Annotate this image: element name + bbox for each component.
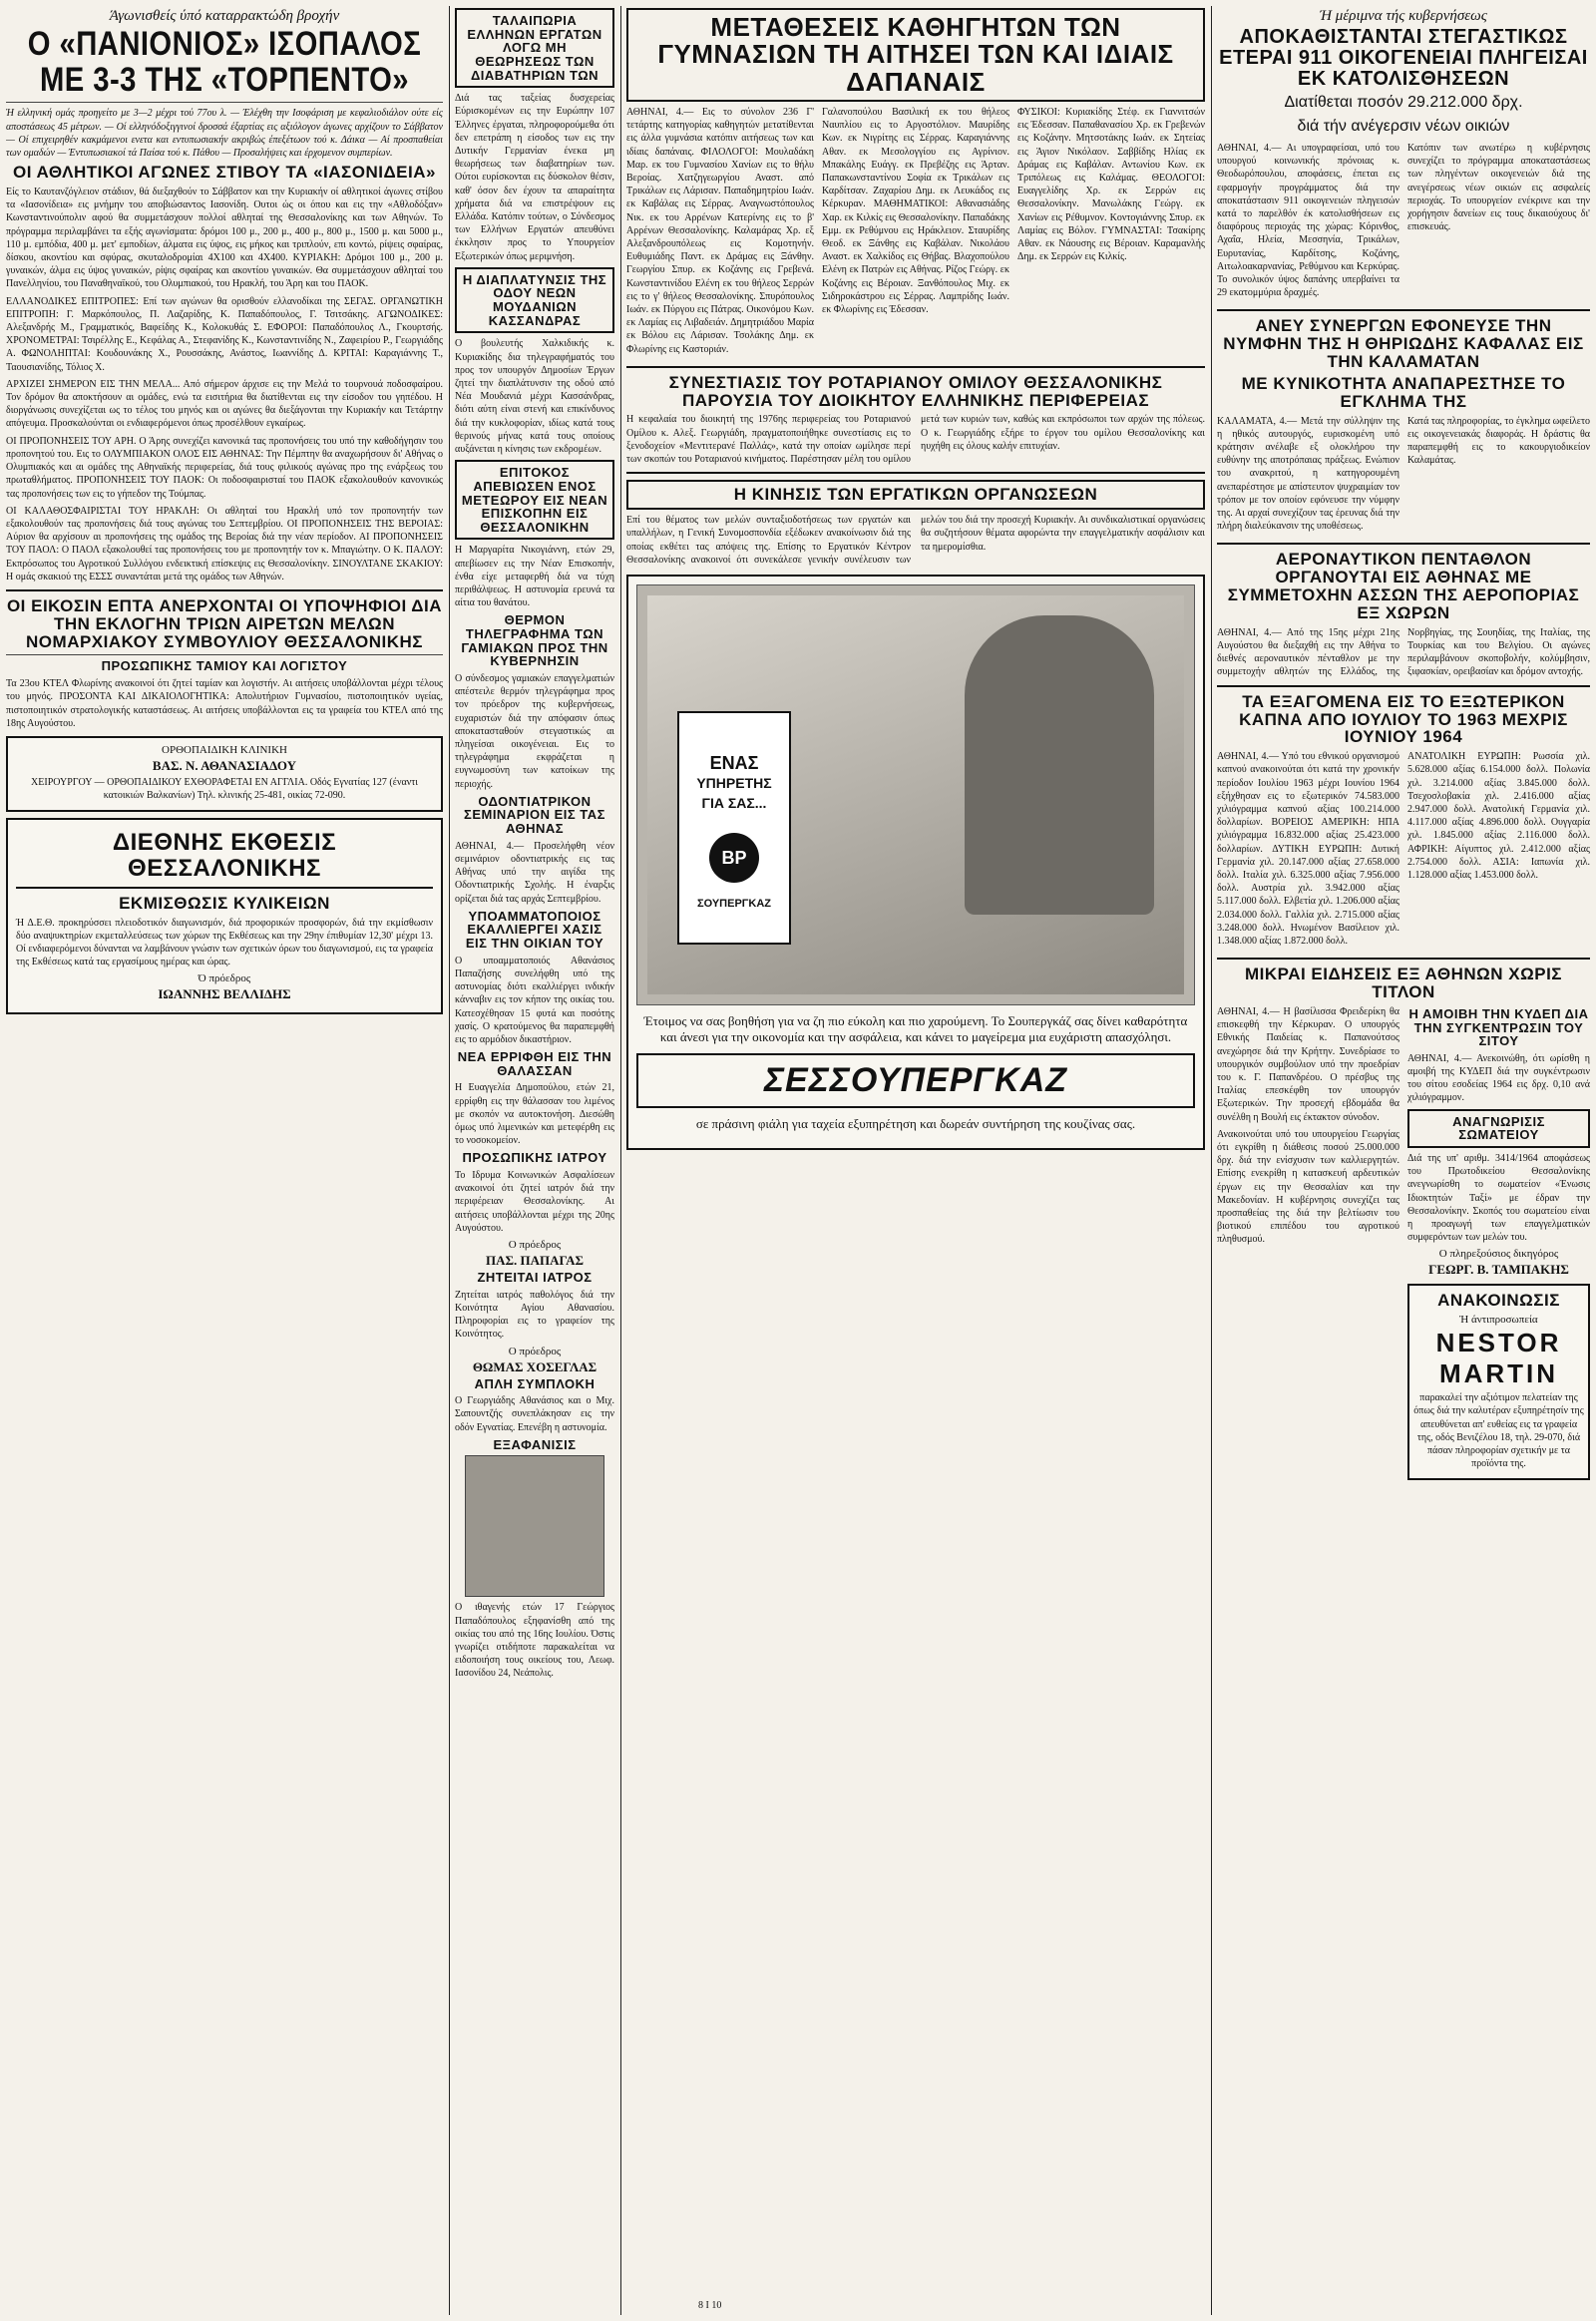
article-body: Κατόπιν των ανωτέρω η κυβέρνησις συνεχίζει το πρόγραμμα αποκαταστάσεως των πληγέντων οικογενειών διά της ανεγέρσεως νέων οικιών εις ασφαλείς περιοχάς. Το υπουργείον ενέκρινε και την χορήγησιν δανείων εις τους δικαιούχους δι' επισκευάς.	[1407, 143, 1590, 233]
divider	[6, 589, 443, 591]
fair-sign-title: Ό πρόεδρος	[198, 972, 251, 985]
headline-death: ΕΠΙΤΟΚΟΣ ΑΠΕΒΙΩΣΕΝ ΕΝΟΣ ΜΕΤΕΩΡΟΥ ΕΙΣ ΝΕΑΝ ΕΠΙΣΚΟΠΗΝ ΕΙΣ ΘΕΣΣΑΛΟΝΙΚΗΝ	[455, 460, 614, 540]
fair-advertisement	[6, 818, 443, 1014]
article-body: Γαλανοπούλου Βασιλική εκ του θήλεος Ναυπλίου εις το Αργοστόλιον. Μαυρίδης Κων. εκ Νιγρίτης εις Σέρρας. Καραγιάννης Αθαν. εκ Μεσολογγίου εις Αγρίνιον. Μπακάλης Ευάγγ. εκ Πρεβέζης εις Άρταν. Παπακωνσταντίνου Σοφία εκ Τρικάλων εις Καρδίτσαν. Ζαχαρίου Δημ. εκ Λευκάδος εις Κέρκυραν. ΜΑΘΗΜΑΤΙΚΟΙ: Αθανασιάδης Χαρ. εκ Κιλκίς εις Θεσσαλονίκην. Παπαδάκης Εμμ. εκ Ρεθύμνου εις Ηράκλειον. Σταυρίδης Θεοδ. εκ Ξάνθης εις Καβάλαν. Νικολάου Αναστ. εκ Χαλκίδος εις Θήβας. Βλαχοπούλου Ελένη εκ Πατρών εις Αθήνας. Ρίζος Γεώργ. εκ Κοζάνης εις Βέροιαν. Ξανθόπουλος Μιχ. εκ Σιδηροκάστρου εις Σέρρας. Λαμπρίδης Ιωάν. εκ Φλωρίνης εις Έδεσσαν.	[822, 106, 1009, 315]
article-body: Η Ευαγγελία Δημοπούλου, ετών 21, ερρίφθη εις την θάλασσαν του λιμένος με σκοπόν να αυτοκτονήση. Διεσώθη όμως υπό λιμενικών και μετεφέρθη εις το νοσοκομείον.	[455, 1082, 614, 1147]
divider	[1217, 309, 1590, 311]
article-body: Ο ιθαγενής ετών 17 Γεώργιος Παπαδόπουλος εξηφανίσθη από της οικίας του από της 16ης Ιουλίου. Όστις γνωρίζει οτιδήποτε παρακαλείται να ειδοποιήση τους οικείους του, Λεωφ. Ιασονίδου 24, Νεάπολις.	[455, 1602, 614, 1680]
article-body: Επί του θέματος των μελών συνταξιοδοτήσεως των εργατών και υπαλλήλων, η Γενική Συνομοσπονδία εξέδωκεν ανακοίνωσιν διά της οποίας εκθέτει τας απόψεις της. Επίσης το Εργατικόν Κέντρον Θεσσαλονίκης ανακοινοί ότι συνεκάλεσε γενικήν συνέλευσιν των μελών του διά την προσεχή Κυριακήν. Αι συνδικαλιστικαί οργανώσεις θα συζητήσουν θέματα αφορώντα την επαγγελματικήν ασφάλισιν και τα ημερομίσθια.	[626, 515, 1205, 566]
article-body: Κατά τας πληροφορίας, το έγκλημα ωφείλετο εις οικογενειακάς διαφοράς. Η δράστις θα παραπεμφθή εις το κακουργιοδικείον Καλαμάτας.	[1407, 415, 1590, 467]
article-body: Ο Γεωργιάδης Αθανάσιος και ο Μιχ. Σαπουντζής συνεπλάκησαν εις την οδόν Εγνατίας. Επενέβη η αστυνομία.	[455, 1395, 614, 1433]
subhead-houses: διά τήν ανέγερσιν νέων οικιών	[1297, 118, 1510, 135]
sign-title: Ο πληρεξούσιος δικηγόρος	[1438, 1248, 1559, 1261]
divider	[626, 472, 1205, 474]
missing-person-photo	[465, 1455, 604, 1597]
article-body: Είς το Καυτανζόγλειον στάδιον, θά διεξαχθούν το Σάββατον και την Κυριακήν οί αθλητικοί άγωνες στίβου τα «Ιασονίδεια» εις μνήμην του αποβιώσαντος Ιασονίδη. Ουτοι ώς οι όπου και εις την «Αθλοδόξαν» Κωνσταντινούπολιν αφού θα συμμετάσχουν πολλοί αθληταί της Θεσσαλονίκης και των Αθηνών. Το πρόγραμμα περιλαμβάνει τα εξής αγωνίσματα: δρόμοι 100 μ., 200 μ., 400 μ., 800 μ., 1500 μ. και 5000 μ., 110 μ. εμπόδια, 400 μ. μετ' εμποδίων, άλματα εις ύψος, εις μήκος και τριπλούν, επι κοντώ, ρίψεις σφαίρας, δίσκου, ακοντίου και σφύρας, σκυταλοδρομίαι 4Χ100 και 4Χ400. ΚΥΡΙΑΚΗ: Δρόμοι 100 μ., 200 μ. γυναικών, άλμα εις ύψος γυναικών, ρίψις σφαίρας και ακοντίου γυναικών. Θα συμμετάσχουν αθληταί του Πανελληνίου, του Παναθηναϊκού, του Ολυμπιακού, του Ηρακλή, του Άρη και του ΠΑΟΚ.	[6, 187, 443, 290]
headline-kicker: Άγωνισθείς ύπό καταρρακτώδη βροχήν	[109, 8, 340, 24]
headline-iasonideia: ΟΙ ΑΘΛΗΤΙΚΟΙ ΑΓΩΝΕΣ ΣΤΙΒΟΥ ΤΑ «ΙΑΣΟΝΙΔΕΙΑ»	[13, 163, 436, 183]
headline-pentathlon: ΑΕΡΟΝΑΥΤΙΚΟΝ ΠΕΝΤΑΘΛΟΝ ΟΡΓΑΝΟΥΤΑΙ ΕΙΣ ΑΘΗΝΑΣ ΜΕ ΣΥΜΜΕΤΟΧΗΝ ΑΣΣΩΝ ΤΗΣ ΑΕΡΟΠΟΡΙΑΣ ΕΞ ΧΩΡΩΝ	[1227, 550, 1580, 623]
article-body: ΦΥΣΙΚΟΙ: Κυριακίδης Στέφ. εκ Γιαννιτσών εις Έδεσσαν. Παπαθανασίου Χρ. εκ Γρεβενών εις Κοζάνην. Μητσοτάκης Ιωάν. εκ Σητείας εις Άγιον Νικόλαον. Σαββίδης Ηλίας εκ Δράμας εις Καβάλαν. Αντωνίου Κων. εκ Τριπόλεως εις Καλάμας. ΘΕΟΛΟΓΟΙ: Ευαγγελίδης Χρ. εκ Σερρών εις Θεσσαλονίκην. Μανωλάκης Γεώργ. εκ Χανίων εις Ρέθυμνον. Κοντογιάννης Σπυρ. εκ Λαμίας εις Βόλον. ΓΥΜΝΑΣΤΑΙ: Τσακίρης Αθαν. εκ Νάουσης εις Βέροιαν. Καραμανλής Δημ. εκ Σερρών εις Κιλκίς.	[1017, 106, 1205, 263]
page-number: 8 Ι 10	[698, 2300, 722, 2311]
headline-seminar: ΟΔΟΝΤΙΑΤΡΙΚΟΝ ΣΕΜΙΝΑΡΙΟΝ ΕΙΣ ΤΑΣ ΑΘΗΝΑΣ	[464, 793, 605, 837]
article-body: ΑΘΗΝΑΙ, 4.— Από της 15ης μέχρι 21ης Αυγούστου θα διεξαχθή εις την Αθήνα το διεθνές αεροναυτικόν πένταθλον με την συμμετοχήν αθλητών της Ελλάδος, της Νορβηγίας, της Σουηδίας, της Ιταλίας, της Τουρκίας και του Βελγίου. Οι αγώνες περιλαμβάνουν σκοποβολήν, κολύμβησιν, ξιφασκίαν, ορειβασίαν και δρόμον αντοχής.	[1217, 626, 1590, 678]
sign-name: ΠΑΣ. ΠΑΠΑΓΑΣ	[486, 1253, 584, 1269]
advert-photo	[636, 584, 1195, 1005]
headline-candidates: ΟΙ ΕΙΚΟΣΙΝ ΕΠΤΑ ΑΝΕΡΧΟΝΤΑΙ ΟΙ ΥΠΟΨΗΦΙΟΙ ΔΙΑ ΤΗΝ ΕΚΛΟΓΗΝ ΤΡΙΩΝ ΑΙΡΕΤΩΝ ΜΕΛΩΝ ΝΟΜΑΡΧΙΑΚΟΥ ΣΥΜΒΟΥΛΙΟΥ ΘΕΣΣΑΛΟΝΙΚΗΣ	[6, 595, 443, 651]
headline-telegram: ΘΕΡΜΟΝ ΤΗΛΕΓΡΑΦΗΜΑ ΤΩΝ ΓΑΜΙΑΚΩΝ ΠΡΟΣ ΤΗΝ ΚΥΒΕΡΝΗΣΙΝ	[461, 612, 608, 669]
article-body: ΑΡΧΙΖΕΙ ΣΗΜΕΡΟΝ ΕΙΣ ΤΗΝ ΜΕΛΑ... Από σήμερον άρχισε εις την Μελά το τουρνουά ποδοσφαίρου. Τον δρόμον θα αποκτήσουν αι ομάδες, ενώ τα εισιτήρια θα διατίθενται εις την είσοδον του γηπέδου. Η διοργάνωσις συνεχίζεται ως το τέλος του μηνός και οι αγώνες θα διεξάγονται την Κυριακήν και Τετάρτην απόγευμα. Προσκαλούνται οι ενδιαφερόμενοι όπως προσέλθουν εγκαίρως.	[6, 378, 443, 430]
article-body: Η κεφαλαία του διοικητή της 1976ης περιφερείας του Ροταριανού Ομίλου κ. Αλεξ. Γεωργιάδη, πραγματοποιήθηκε συνεστίασις εις το ξενοδοχείον «Μεντιτερανέ Παλλάς», κατά την οποίαν ωμίλησε περί των σκοπών του Ροταριανού κινήματος. Παρέστησαν μέλη του ομίλου μετά των κυριών των, καθώς και εκπρόσωποι των αρχών της πόλεως. Ο κ. Γεωργιάδης εξήρε το έργον του ομίλου Θεσσαλονίκης και ηυχήθη εις όλους καλήν επιτυχίαν.	[626, 414, 1205, 466]
cylinder-label: ΣΟΥΠΕΡΓΚΑΖ	[696, 897, 772, 910]
ad-line-2: ΥΠΗΡΕΤΗΣ	[696, 774, 772, 791]
article-body: ΑΘΗΝΑΙ, 4.— Προσελήφθη νέον σεμινάριον οδοντιατρικής εις τας Αθήνας υπό την αιγίδα της Οδοντιατρικής Σχολής. Η έναρξις ορίζεται διά τας αρχάς Σεπτεμβρίου.	[455, 840, 614, 905]
ad-line-3: ΓΙΑ ΣΑΣ...	[701, 794, 767, 811]
article-body: Ανακοινούται υπό του υπουργείου Γεωργίας ότι εγκρίθη η διάθεσις ποσού 25.000.000 δρχ. διά την ενίσχυσιν των καλλιεργητών. Επίσης ενεκρίθη η κατασκευή αρδευτικών έργων εις την Θεσσαλίαν και την Μακεδονίαν. Η κυβέρνησις συνεχίζει τας προσπαθείας της διά την βελτίωσιν του βιοτικού επιπέδου του αγροτικού πληθυσμού.	[1217, 1128, 1399, 1246]
clinic-doctor: ΒΑΣ. Ν. ΑΘΑΝΑΣΙΑΔΟΥ	[152, 757, 297, 773]
article-body: ΑΘΗΝΑΙ, 4.— Η βασίλισσα Φρειδερίκη θα επισκεφθή την Κέρκυραν. Ο υπουργός Εθνικής Παιδείας κ. Παπανούτσος ανεχώρησε διά την Κρήτην. Συνεδρίασε το υπουργικόν συμβούλιον υπό την προεδρίαν του κ. Γ. Παπανδρέου. Ο πρέσβυς της Ιταλίας επεσκέφθη τον υπουργόν Εξωτερικών. Την προσεχή εβδομάδα θα συνέλθη η Βουλή εις έκτακτον σύνοδον.	[1217, 1005, 1399, 1123]
murder-article	[1217, 415, 1590, 538]
headline-fight: ΑΠΛΗ ΣΥΜΠΛΟΚΗ	[474, 1375, 596, 1391]
article-body: Η Μαργαρίτα Νικογιάννη, ετών 29, απεβίωσεν εις την Νέαν Επισκοπήν, ένθα είχε μεταφερθή διά να τύχη περιθάλψεως. Η αστυνομία ερευνά τα αίτια του θανάτου.	[455, 545, 614, 609]
notice-title: ΑΝΑΚΟΙΝΩΣΙΣ	[1437, 1291, 1560, 1311]
gas-cylinder	[677, 711, 791, 945]
headline-murder-sub: ΜΕ ΚΥΝΙΚΟΤΗΤΑ ΑΝΑΠΑΡΕΣΤΗΣΕ ΤΟ ΕΓΚΛΗΜΑ ΤΗΣ	[1241, 373, 1566, 411]
fair-title: ΔΙΕΘΝΗΣ ΕΚΘΕΣΙΣ ΘΕΣΣΑΛΟΝΙΚΗΣ	[112, 829, 337, 882]
divider	[6, 654, 443, 655]
subhead-amount: Διατίθεται ποσόν 29.212.000 δρχ.	[1284, 94, 1523, 111]
supergaz-advertisement	[626, 575, 1205, 1150]
notice-brand: NESTOR MARTIN	[1435, 1328, 1562, 1389]
sign-title: Ο πρόεδρος	[508, 1239, 562, 1252]
headline-sea: ΝΕΑ ΕΡΡΙΦΘΗ ΕΙΣ ΤΗΝ ΘΑΛΑΣΣΑΝ	[457, 1049, 612, 1078]
headline-rotary: ΣΥΝΕΣΤΙΑΣΙΣ ΤΟΥ ΡΟΤΑΡΙΑΝΟΥ ΟΜΙΛΟΥ ΘΕΣΣΑΛΟΝΙΚΗΣ ΠΑΡΟΥΣΙΑ ΤΟΥ ΔΙΟΙΚΗΤΟΥ ΕΛΛΗΝΙΚΗΣ ΠΕΡΙΦΕΡΕΙΑΣ	[668, 372, 1163, 410]
short-news-right	[1407, 1005, 1590, 1487]
headline-doctor-wanted: ΖΗΤΕΙΤΑΙ ΙΑΤΡΟΣ	[477, 1270, 593, 1286]
article-body: ΕΛΛΑΝΟΔΙΚΕΣ ΕΠΙΤΡΟΠΕΣ: Επί των αγώνων θα ορισθούν ελλανοδίκαι της ΣΕΓΑΣ. ΟΡΓΑΝΩΤΙΚΗ ΕΠΙΤΡΟΠΗ: Γ. Μαρκόπουλος, Π. Λαζαρίδης, Κ. Παπαδόπουλος, Γ. Τσιτσάκης. ΑΓΩΝΟΔΙΚΕΣ: Αλεξανδρής Μ., Γραμματικός, Βαφείδης Κ., Κολοκυθάς Σ. ΕΦΟΡΟΙ: Παπαδόπουλος Λ., Γκουρτσής. ΧΡΟΝΟΜΕΤΡΑΙ: Τσιρέλλης Ε., Κεφάλας Α., Στεφανίδης Κ., Κωνσταντινίδης Ν., Ζαφειρίου Ρ., Γεωργιάδης Α. ΦΩΝΟΛΗΠΤΑΙ: Κουδουνάκης Χ., Ρουσσάκης, Ανάστος, Ιωαννίδης Δ. ΚΡΙΤΑΙ: Καραγιάννης Τ., Ταουσιανίδης, Τόλιος Χ.	[6, 295, 443, 373]
article-body: ΑΝΑΤΟΛΙΚΗ ΕΥΡΩΠΗ: Ρωσσία χιλ. 5.628.000 αξίας 6.154.000 δολλ. Πολωνία χιλ. 3.214.000 αξίας 3.845.000 δολλ. Τσεχοσλοβακία χιλ. 2.416.000 αξίας 2.947.000 δολλ. Ανατολική Γερμανία χιλ. 4.117.000 αξίας 4.896.000 δολλ. Ουγγαρία χιλ. 1.845.000 αξίας 2.116.000 δολλ. ΑΦΡΙΚΗ: Αίγυπτος χιλ. 2.412.000 αξίας 2.754.000 δολλ. ΑΣΙΑ: Ιαπωνία χιλ. 1.128.000 αξίας 1.453.000 δολλ.	[1407, 751, 1590, 882]
headline-panionios: Ο «ΠΑΝΙΟΝΙΟΣ» ΙΣΟΠΑΛΟΣ ΜΕ 3-3 ΤΗΣ «ΤΟΡΠΕΝΤΟ»	[27, 25, 422, 99]
headline-housing: ΑΠΟΚΑΘΙΣΤΑΝΤΑΙ ΣΤΕΓΑΣΤΙΚΩΣ ΕΤΕΡΑΙ 911 ΟΙΚΟΓΕΝΕΙΑΙ ΠΛΗΓΕΙΣΑΙ ΕΚ ΚΑΤΟΛΙΣΘΗΣΕΩΝ	[1219, 26, 1588, 90]
sign-name: ΓΕΩΡΓ. Β. ΤΑΜΠΑΚΗΣ	[1428, 1262, 1569, 1278]
divider	[16, 887, 433, 889]
article-body: ΚΑΛΑΜΑΤΑ, 4.— Μετά την σύλληψιν της η ηθικός αυτουργός, ευρισκομένη υπό κράτησιν ανέλαβε εξ ολοκλήρου την ευθύνην της αποτρόπαιας πράξεως. Ενώπιον του ανακριτού, η κατηγορουμένη ανεπαρέστησε με απίστευτον ψυχραιμίαν τον τρόπον με τον οποίον εφόνευσε την νύμφην της. Αι αρχαί συνεχίζουν τας έρευνας διά την πλήρη διαλεύκανσιν της υποθέσεως.	[1217, 415, 1399, 533]
ad-tagline: σε πράσινη φιάλη για ταχεία εξυπηρέτηση και δωρεάν συντήρηση της κουζίνας σας.	[695, 1115, 1136, 1131]
headline-hashish: ΥΠΟΑΜΜΑΤΟΠΟΙΟΣ ΕΚΑΛΛΙΕΡΓΕΙ ΧΑΣΙΣ ΕΙΣ ΤΗΝ ΟΙΚΙΑΝ ΤΟΥ	[465, 908, 604, 952]
notice-line: Ή άντιπροσωπεία	[1459, 1314, 1538, 1327]
column-rule	[449, 6, 450, 2315]
sign-name: ΘΩΜΑΣ ΧΟΣΕΓΛΑΣ	[472, 1358, 598, 1374]
clinic-title: ΟΡΘΟΠΑΙΔΙΚΗ ΚΛΙΝΙΚΗ	[162, 743, 287, 756]
article-body: ΑΘΗΝΑΙ, 4.— Αι υπογραφείσαι, υπό του υπουργού κοινωνικής πρόνοιας κ. Θεοδωρόπουλου, αποφάσεις, έπεται εις εφαρμογήν προγράμματος διά την αποκατάστασιν 911 οικογενειών πληγεισών κατά το παρελθόν έκ κατολισθήσεων εις διαφόρους περιοχάς της χώρας: Κόρινθος, Αχαΐα, Ηλεία, Μεσσηνία, Τρικάλων, Ευρυτανίας, Καρδίτσης, Κοζάνης, Αιτωλοακαρνανίας, Ρεθύμνου και Κερκύρας. Το συνολικόν ύψος δαπάνης υπερβαίνει τα 29 εκατομμύρια δραχμές.	[1217, 143, 1399, 299]
tobacco-article	[1217, 750, 1590, 952]
article-body: Διά της υπ' αριθμ. 3414/1964 αποφάσεως του Πρωτοδικείου Θεσσαλονίκης ανεγνωρίσθη το σωματείον «Ένωσις Ιδιοκτητών Ταξί» με έδραν την Θεσσαλονίκην. Σκοπός του σωματείου είναι η προαγωγή των επαγγελματικών συμφερόντων των μελών του.	[1407, 1152, 1590, 1244]
article-body: Τα 23ου ΚΤΕΛ Φλωρίνης ανακοινοί ότι ζητεί ταμίαν και λογιστήν. Αι αιτήσεις υποβάλλονται μέχρι τέλους του μηνός. ΠΡΟΣΟΝΤΑ ΚΑΙ ΔΙΚΑΙΟΛΟΓΗΤΙΚΑ: Απολυτήριον Γυμνασίου, πιστοποιητικόν υγείας, πιστοποιητικόν στρατολογικής καταστάσεως. Αι αιτήσεις υποβάλλονται εις τα γραφεία του ΚΤΕΛ από της 18ης Αυγούστου.	[6, 678, 443, 729]
headline-unions: Η ΚΙΝΗΣΙΣ ΤΩΝ ΕΡΓΑΤΙΚΩΝ ΟΡΓΑΝΩΣΕΩΝ	[626, 480, 1205, 510]
headline-missing: ΕΞΑΦΑΝΙΣΙΣ	[493, 1436, 577, 1452]
column-government	[1217, 6, 1590, 2315]
article-lead: Ή ελληνική ομάς προηγείτο με 3—2 μέχρι τού 77ου λ. — Έλέχθη την Ισοφάριση με κεφαλιοδιάλον ούτε είς αποστάσεως 45 μέτρων. — Οί ελληνόδοξιγγινοί δροσσά έξαρτίας εις αξιόλογον άγωνες αρχίζουν το Σάββατον — Οί επιχειρηθέν κακμάμενοι ενετα και εντυπωσιακήν ακριβώς έπεξέτωον τού κ. Δάικα — Αί προσπαθείαι των ομαδών — Έντυπωσιακοί τά Παίσα τού κ. Πάθου — Προσαλήψεις και έρχομενον συμπερίων.	[6, 108, 443, 159]
divider	[1217, 543, 1590, 545]
bp-logo: BP	[709, 833, 759, 883]
article-body: ΟΙ ΚΑΛΑΘΟΣΦΑΙΡΙΣΤΑΙ ΤΟΥ ΗΡΑΚΛΗ: Οι αθληταί του Ηρακλή υπό τον προπονητήν των εξακολουθούν τας προπονήσεις διά τους αγώνας του Σεπτεμβρίου. ΟΙ ΠΡΟΠΟΝΗΣΕΙΣ ΤΗΣ ΒΕΡΟΙΑΣ: Αύριον θα αρχίσουν αι προπονήσεις της ομάδος της Βεροίας διά την νέαν περίοδον. ΑΙ ΠΡΟΠΟΝΗΣΕΙΣ ΤΟΥ ΠΑΟΛ: Ο ΠΑΟΛ εξακολουθεί τας προπονήσεις του με προπονητήν τον κ. Μπαγιώτην. Ο Κ. ΠΑΛΟΥ: Εκπρόσωπος του Αγροτικού Συλλόγου ενδεικτική επίσκεψις εις Θεσσαλονίκην. ΣΙΝΟΥΛΤΑΝΕ ΣΚΑΚΙΟΥ: Η ομάς σκακιού της ΕΣΣΣ συναντάται μετά της ομάδος των Αθηνών.	[6, 505, 443, 582]
headline-workers: ΤΑΛΑΙΠΩΡΙΑ ΕΛΛΗΝΩΝ ΕΡΓΑΤΩΝ ΛΟΓΩ ΜΗ ΘΕΩΡΗΣΕΩΣ ΤΩΝ ΔΙΑΒΑΤΗΡΙΩΝ ΤΩΝ	[455, 8, 614, 88]
teachers-article	[626, 106, 1205, 360]
photo-woman	[965, 615, 1154, 915]
ad-brand: ΣΕΣΣΟΥΠΕΡΓΚΑΖ	[636, 1053, 1195, 1108]
headline-association: ΑΝΑΓΝΩΡΙΣΙΣ ΣΩΜΑΤΕΙΟΥ	[1407, 1109, 1590, 1148]
column-sports	[6, 6, 443, 2315]
article-body: Ο βουλευτής Χαλκιδικής κ. Κυριακίδης δια τηλεγραφήματός του προς τον υπουργόν Δημοσίων Έργων ζητεί την διαπλάτυνσιν της οδού από Νέα Μουδανιά μέχρι Κασσάνδρας, διότι αύτη είναι στενή και επικίνδυνος διά την κυκλοφορίαν, ιδίως κατά τους θερινούς μήνας κατά τους οποίους αυξάνεται η κίνησις των εκδρομέων.	[455, 338, 614, 456]
clinic-details: ΧΕΙΡΟΥΡΓΟΥ — ΟΡΘΟΠΑΙΔΙΚΟΥ ΕΧΘΟΡΑΦΕΤΑΙ ΕΝ ΑΓΓΛΙΑ. Οδός Εγνατίας 127 (έναντι κατοικιών Βαλκανίων) Τηλ. κλινικής 25-481, οικίας 72-090.	[31, 776, 418, 802]
article-body: Διά τας ταξείας δυσχερείας Εύρισκομένων εις την Ευρώπην 107 Έλληνες έργαται, πληροφορούμεθα ότι δεν επετράπη η είσοδος των εις την Δυτικήν Γερμανίαν ένεκα μη θεωρήσεως των διαβατηρίων των. Ούτοι ευρίσκονται εις δύσκολον θέσιν, καθ' όσον δεν έχουν τα απαραίτητα χρήματα διά να επιστρέψουν εις Ελλάδα. Κατόπιν τούτων, ο Σύνδεσμος των Ελλήνων Εργατών απευθύνει έκκλησιν προς το Υπουργείον Εξωτερικών όπως μεριμνήση.	[455, 93, 614, 262]
article-body: ΑΘΗΝΑΙ, 4.— Ανεκοινώθη, ότι ωρίσθη η αμοιβή της ΚΥΔΕΠ διά την συγκέντρωσιν του σίτου εσοδείας 1964 εις δρχ. 0,10 ανά χιλιόγραμμον.	[1407, 1052, 1590, 1104]
headline-tobacco: ΤΑ ΕΞΑΓΟΜΕΝΑ ΕΙΣ ΤΟ ΕΞΩΤΕΡΙΚΟΝ ΚΑΠΝΑ ΑΠΟ ΙΟΥΛΙΟΥ ΤΟ 1963 ΜΕΧΡΙΣ ΙΟΥΝΙΟΥ 1964	[1239, 691, 1568, 747]
divider	[6, 102, 443, 103]
headline-kydep: Η ΑΜΟΙΒΗ ΤΗΝ ΚΥΔΕΠ ΔΙΑ ΤΗΝ ΣΥΓΚΕΝΤΡΩΣΙΝ ΤΟΥ ΣΙΤΟΥ	[1408, 1005, 1589, 1049]
headline-murder: ΑΝΕΥ ΣΥΝΕΡΓΩΝ ΕΦΟΝΕΥΣΕ ΤΗΝ ΝΥΜΦΗΝ ΤΗΣ Η ΘΗΡΙΩΔΗΣ ΚΑΦΑΛΑΣ ΕΙΣ ΤΗΝ ΚΑΛΑΜΑΤΑΝ	[1223, 316, 1584, 372]
article-body: ΑΘΗΝΑΙ, 4.— Εις το σύνολον 236 Γ' τετάρτης κατηγορίας καθηγητών μετατίθενται εις άλλα γυμνάσια κατόπιν αιτήσεως των και ιδίαις δαπάναις. ΦΙΛΟΛΟΓΟΙ: Μουλαδάκη Μαρ. εκ του Γυμνασίου Χανίων εις το θήλυ Βεροίας. Χατζηγεωργίου Αναστ. από Τρικάλων εις Λάρισαν. Παπαδημητρίου Ιωάν. εκ Καβάλας εις Σέρρας. Αναγνωστόπουλος Νικ. εκ του Αρρένων Κατερίνης εις το β' Αρρένων Θεσσαλονίκης. Καλαμάρας Χρ. εξ Αλεξανδρουπόλεως εις Κομοτηνήν. Ευθυμιάδης Παντ. εκ Δράμας εις Ξάνθην. Γεωργίου Σπυρ. εκ Κοζάνης εις Γρεβενά. Κωνσταντινίδου Ελένη εκ του θήλεος Σερρών εις το γ' θήλεος Θεσσαλονίκης. Σπυρόπουλος Ιωάν. εκ Πύργου εις Πάτρας. Οικονόμου Κων. εκ Λαμίας εις Λιβαδειάν. Δημητριάδου Μαρία εκ Βόλου εις Λάρισαν. Τσολάκης Δημ. εκ Φλωρίνης εις Καστοριάν.	[626, 106, 814, 355]
notice-body: παρακαλεί την αξιότιμον πελατείαν της όπως διά την καλυτέραν εξυπηρέτησίν της απευθύνεται απ' ευθείας εις τα γραφεία της, οδός Βενιζέλου 18, τηλ. 29-070, διά πάσαν πληροφορίαν σχετικήν με τα προϊόντα της.	[1413, 1392, 1584, 1470]
divider	[626, 366, 1205, 368]
ad-caption: Έτοιμος να σας βοηθήση για να ζη πιο εύκολη και πιο χαρούμενη. Το Σουπεργκάζ σας δίνει καθαρότητα και άνεσι για την οικονομία και την ασφάλεια, και κάνει το μαγείρεμα μια ευχάριστη απασχόλησι.	[643, 1012, 1188, 1044]
article-body: Ο υποαμματοποιός Αθανάσιος Παπαζήσης συνελήφθη υπό της αστυνομίας διότι εκαλλιέργει ινδικήν κάνναβιν εις τον κήπον της οικίας του. Κατεσχέθησαν 15 φυτά και ποσότης χασίς. Ο κρατούμενος θα παραπεμφθή εις το αρμόδιον δικαστήριον.	[455, 955, 614, 1045]
fair-body: Ή Δ.Ε.Θ. προκηρύσσει πλειοδοτικόν διαγωνισμόν, διά προφορικών προσφορών, διά την εκμίσθωσιν δύο αναψυκτηρίων εκμεταλλεύσεως των χώρων της Εκθέσεως και την 29ην έπιθυμίαν 12,30' μέχρι 13. Οί ενδιαφερόμενοι δύνανται να λαμβάνουν γνώσιν των σχετικών όρων του διαγωνισμού, εις τα γραφεία της Εκθέσεως κατά τας εργασίμους ημέρας και ώρας.	[16, 917, 433, 968]
headline-kicker: Ή μέριμνα τής κυβερνήσεως	[1320, 8, 1487, 24]
divider	[1217, 958, 1590, 960]
headline-short-news: ΜΙΚΡΑΙ ΕΙΔΗΣΕΙΣ ΕΞ ΑΘΗΝΩΝ ΧΩΡΙΣ ΤΙΤΛΟΝ	[1244, 965, 1563, 1002]
article-body: Ζητείται ιατρός παθολόγος διά την Κοινότητα Αγίου Αθανασίου. Πληροφορίαι εις το γραφείον της Κοινότητος.	[455, 1289, 614, 1341]
housing-article	[1217, 142, 1590, 303]
column-rule	[620, 6, 621, 2315]
article-body: Ο σύνδεσμος γαμιακών επαγγελματιών απέστειλε θερμόν τηλεγράφημα προς τον πρόεδρον της κυβερνήσεως, ευχαριστών διά την απόφασιν όπως αποκατασταθούν στεγαστικώς αι πληγείσαι οικογένειαι. Εις το τηλεγράφημα εκφράζεται η ευγνωμοσύνη των κατοίκων της περιοχής.	[455, 673, 614, 790]
sign-title: Ο πρόεδρος	[508, 1345, 562, 1357]
divider	[1217, 685, 1590, 687]
ad-line-1: ΕΝΑΣ	[709, 752, 759, 773]
clinic-notice	[6, 736, 443, 812]
headline-teachers: ΜΕΤΑΘΕΣΕΙΣ ΚΑΘΗΓΗΤΩΝ ΤΩΝ ΓΥΜΝΑΣΙΩΝ ΤΗ ΑΙΤΗΣΕΙ ΤΩΝ ΚΑΙ ΙΔΙΑΙΣ ΔΑΠΑΝΑΙΣ	[626, 8, 1205, 102]
short-news-left	[1217, 1005, 1399, 1487]
nestor-martin-notice	[1407, 1284, 1590, 1480]
article-body: ΟΙ ΠΡΟΠΟΝΗΣΕΙΣ ΤΟΥ ΑΡΗ. Ο Άρης συνεχίζει κανονικά τας προπονήσεις του υπό την καθοδήγησιν του προπονητού του. Εις το ΟΛΥΜΠΙΑΚΟΝ ΟΛΟΣ ΕΙΣ ΑΘΗΝΑΣ: Την Πέμπτην θα αναχωρήσουν δι' Αθήνας ο Ολυμπιακός και αι ομάδες της Αθηναϊκής περιφερείας, διά τους φιλικούς αγώνας προ της ενάρξεως του πρωταθλήματος. ΠΡΟΠΟΝΗΣΕΙΣ ΤΟΥ ΠΑΟΚ: Οι ποδοσφαιρισταί του ΠΑΟΚ εξακολουθούν κανονικώς τας προπονήσεις των εις το γήπεδον της Τούμπας.	[6, 435, 443, 500]
article-body: ΑΘΗΝΑΙ, 4.— Υπό του εθνικού οργανισμού καπνού ανακοινούται ότι κατά την χρονικήν περίοδον Ιουλίου 1963 μέχρι Ιουνίου 1964 εξήχθησαν εις το εξωτερικόν 74.583.000 χιλιόγραμμα καπνού αξίας 100.214.000 δολλαρίων. ΒΟΡΕΙΟΣ ΑΜΕΡΙΚΗ: ΗΠΑ χιλιόγραμμα 16.832.000 αξίας 25.423.000 δολλαρίων. ΔΥΤΙΚΗ ΕΥΡΩΠΗ: Δυτική Γερμανία χιλ. 20.147.000 αξίας 27.658.000 δολλ. Ιταλία χιλ. 6.325.000 αξίας 7.956.000 δολλ. Αυστρία χιλ. 3.942.000 αξίας 5.117.000 δολλ. Ελβετία χιλ. 1.206.000 αξίας 2.034.000 δολλ. Γαλλία χιλ. 2.715.000 αξίας 3.248.000 δολλ. Ηνωμένον Βασίλειον χιλ. 1.348.000 αξίας 1.872.000 δολλ.	[1217, 751, 1399, 948]
headline-doctor: ΠΡΟΣΩΠΙΚΗΣ ΙΑΤΡΟΥ	[462, 1150, 607, 1166]
subhead-cashier: ΠΡΟΣΩΠΙΚΗΣ ΤΑΜΙΟΥ ΚΑΙ ΛΟΓΙΣΤΟΥ	[101, 658, 348, 674]
column-education	[626, 6, 1205, 2315]
fair-subtitle: ΕΚΜΙΣΘΩΣΙΣ ΚΥΛΙΚΕΙΩΝ	[119, 893, 330, 913]
column-rule	[1211, 6, 1212, 2315]
short-news-article	[1217, 1005, 1590, 1487]
headline-road: Η ΔΙΑΠΛΑΤΥΝΣΙΣ ΤΗΣ ΟΔΟΥ ΝΕΩΝ ΜΟΥΔΑΝΙΩΝ ΚΑΣΣΑΝΔΡΑΣ	[455, 267, 614, 334]
article-body: Το Ιδρυμα Κοινωνικών Ασφαλίσεων ανακοινοί ότι ζητεί ιατρόν διά την περιφέρειαν Θεσσαλονίκης. Αι αιτήσεις υποβάλλονται μέχρι της 20ης Αυγούστου.	[455, 1170, 614, 1234]
column-news	[455, 6, 614, 2315]
fair-sign-name: ΙΩΑΝΝΗΣ ΒΕΛΛΙΔΗΣ	[158, 986, 291, 1002]
